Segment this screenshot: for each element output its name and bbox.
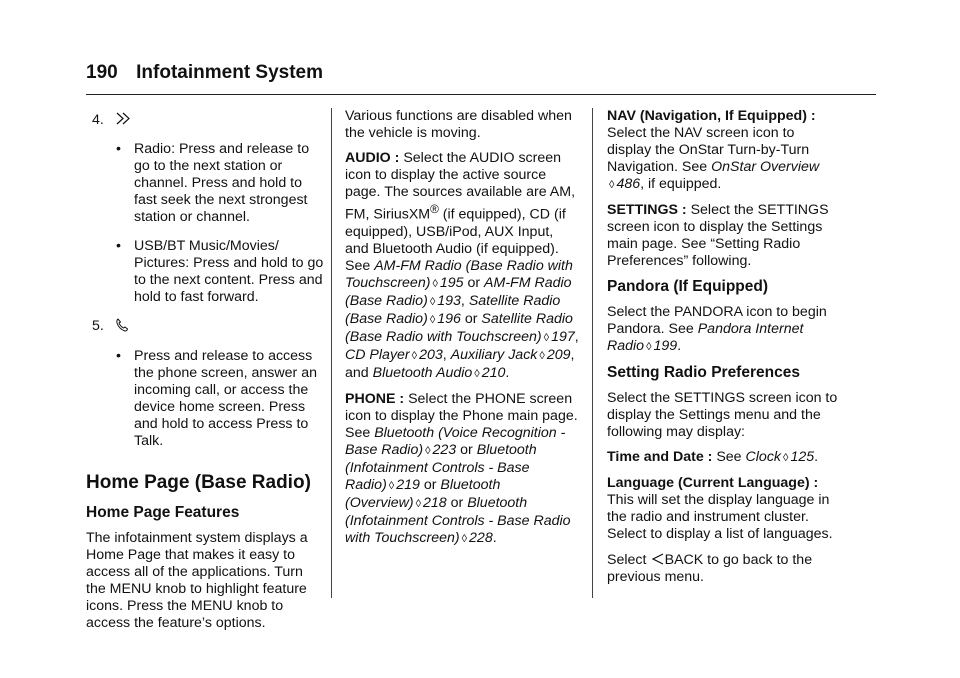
cross-reference[interactable]: Satellite Radio (Base Radio with Touchscreen) — [345, 310, 573, 345]
term: PHONE : — [345, 390, 405, 407]
section-title: Infotainment System — [136, 62, 324, 83]
page-number: 190 — [86, 62, 118, 83]
bullet-item: • Press and release to access the phone screen, answer an incoming call, or access the device home screen. Press and hold to access Press to Talk. — [116, 348, 326, 450]
page-arrow-icon: ◊ — [609, 179, 615, 191]
term: Language (Current Language) : — [607, 475, 819, 491]
page-reference[interactable]: 193 — [437, 292, 461, 309]
time-paragraph: Time and Date : See Clock ◊ 125. — [607, 449, 819, 465]
back-icon — [646, 551, 664, 568]
page-arrow-icon: ◊ — [388, 479, 395, 492]
pandora-paragraph: Select the PANDORA icon to begin Pandora. See Pandora Internet Radio ◊ 199. — [607, 304, 827, 354]
audio-paragraph: AUDIO : Select the AUDIO screen icon to display the active source page. The sources available are AM, FM, SiriusXM® (if equipped), CD (if equipped), USB/iPod, AUX Input, and Bluetooth Audio (if equipped). See AM-FM Radio (Base Radio with Touchscreen) ◊ 195 or AM-FM Radio (Base Radio) ◊ 193, Satellite Radio (Base Radio) ◊ 196 or Satellite Radio (Base Radio with Touchscreen) ◊ 197, CD Player ◊ 203, Auxiliary Jack ◊ 209, and Bluetooth Audio ◊ 210. — [345, 150, 579, 381]
item-number: 5. — [92, 318, 104, 334]
page-reference[interactable]: 125 — [790, 449, 815, 465]
bullet-text: Radio: Press and release to go to the next station or channel. Press and hold to fast seek the next strongest station or channel. — [134, 141, 310, 225]
cross-reference[interactable]: OnStar Overview — [711, 159, 820, 175]
page-reference[interactable]: 199 — [653, 338, 678, 354]
language-paragraph: Language (Current Language) : This will set the display language in the radio and instrument cluster. Select to display a list of languages. — [607, 475, 833, 542]
cross-reference[interactable]: Bluetooth (Infotainment Controls - Base Radio) — [345, 441, 537, 493]
phone-paragraph: PHONE : Select the PHONE screen icon to display the Phone main page. See Bluetooth (Voice Recognition - Base Radio) ◊ 223 or Bluetooth (Infotainment Controls - Base Radio) ◊ 219 or Bluetooth (Overview) ◊ 218 or Bluetooth (Infotainment Controls - Base Radio with Touchscreen) ◊ 228. — [345, 390, 578, 546]
settings-paragraph: SETTINGS : Select the SETTINGS screen icon to display the Settings main page. See “Setting Radio Preferences” following. — [607, 202, 829, 269]
page-arrow-icon: ◊ — [425, 444, 431, 457]
page-reference[interactable]: 223 — [432, 441, 457, 458]
back-paragraph: Select BACK to go back to the previous menu. — [607, 552, 813, 585]
header-rule — [86, 94, 876, 95]
page-arrow-icon: ◊ — [415, 497, 422, 510]
cross-reference[interactable]: AM-FM Radio (Base Radio) — [345, 274, 572, 309]
item-number: 4. — [92, 112, 104, 128]
right-column — [607, 108, 842, 594]
phone-icon — [116, 318, 128, 336]
page-reference[interactable]: 210 — [481, 364, 506, 381]
page-arrow-icon: ◊ — [539, 349, 545, 362]
subsection-heading: Home Page Features — [86, 504, 240, 521]
paragraph: Various functions are disabled when the vehicle is moving. — [345, 108, 572, 141]
page-reference[interactable]: 228 — [469, 529, 493, 546]
term: AUDIO : — [345, 150, 400, 166]
page-reference[interactable]: 197 — [551, 328, 575, 345]
middle-column — [345, 108, 580, 556]
subsection-heading: Setting Radio Preferences — [607, 364, 800, 381]
paragraph: The infotainment system displays a Home Page that makes it easy to access all of the applications. Turn the MENU knob to highlight feature icons. Press the MENU knob to access the feature’s options. — [86, 530, 308, 631]
subsection-heading: Pandora (If Equipped) — [607, 278, 769, 295]
page-reference[interactable]: 196 — [437, 310, 461, 327]
page-reference[interactable]: 203 — [419, 346, 443, 363]
page-reference[interactable]: 218 — [423, 494, 447, 511]
section-heading: Home Page (Base Radio) — [86, 472, 311, 493]
page-arrow-icon: ◊ — [461, 532, 468, 545]
term: SETTINGS : — [607, 202, 687, 218]
bullet-text: Press and release to access the phone screen, answer an incoming call, or access the device home screen. Press and hold to access Press to Talk. — [134, 348, 317, 449]
column-divider — [331, 108, 332, 598]
cross-reference[interactable]: Pandora Internet Radio — [607, 321, 804, 354]
bullet-item: • Radio: Press and release to go to the next station or channel. Press and hold to fast seek the next strongest station or channel. — [116, 141, 326, 226]
cross-reference[interactable]: Clock — [745, 449, 782, 465]
term: NAV (Navigation, If Equipped) : — [607, 108, 816, 124]
cross-reference[interactable]: CD Player — [345, 346, 410, 363]
cross-reference[interactable]: Auxiliary Jack — [450, 346, 538, 363]
page-reference[interactable]: 209 — [546, 346, 571, 363]
page-arrow-icon: ◊ — [429, 313, 436, 326]
bullet-item: • USB/BT Music/Movies/ Pictures: Press and hold to go to the next content. Press and hold to fast forward. — [116, 238, 326, 306]
nav-paragraph: NAV (Navigation, If Equipped) : Select the NAV screen icon to display the OnStar Turn-by-Turn Navigation. See OnStar Overview ◊ 486, if equipped. — [607, 108, 820, 192]
left-column — [86, 108, 326, 640]
page-reference[interactable]: 195 — [439, 274, 464, 291]
list-item-5 — [92, 318, 326, 336]
cross-reference[interactable]: Bluetooth (Voice Recognition - Base Radio) — [345, 424, 566, 458]
cross-reference[interactable]: Bluetooth Audio — [372, 364, 473, 381]
cross-reference[interactable]: AM-FM Radio (Base Radio with Touchscreen) — [345, 257, 573, 291]
page-arrow-icon: ◊ — [474, 367, 480, 380]
page-arrow-icon: ◊ — [543, 331, 550, 344]
page-header — [86, 62, 876, 84]
cross-reference[interactable]: Bluetooth (Overview) — [345, 476, 501, 511]
seek-forward-icon — [116, 112, 130, 129]
term: Time and Date : — [607, 449, 713, 465]
page-reference[interactable]: 219 — [396, 476, 420, 493]
page-arrow-icon: ◊ — [646, 341, 652, 353]
cross-reference[interactable]: Bluetooth (Infotainment Controls - Base Radio with Touchscreen) — [345, 494, 571, 546]
page-arrow-icon: ◊ — [432, 277, 438, 290]
column-divider — [592, 108, 593, 598]
page-arrow-icon: ◊ — [411, 349, 418, 362]
bullet-text: USB/BT Music/Movies/ Pictures: Press and hold to go to the next content. Press and hold to fast forward. — [134, 238, 324, 305]
list-item-4 — [92, 112, 326, 129]
cross-reference[interactable]: Satellite Radio (Base Radio) — [345, 292, 561, 327]
page-arrow-icon: ◊ — [429, 295, 436, 308]
page-arrow-icon: ◊ — [783, 452, 789, 464]
page-reference[interactable]: 486 — [616, 176, 641, 192]
paragraph: Select the SETTINGS screen icon to display the Settings menu and the following may display: — [607, 390, 838, 440]
